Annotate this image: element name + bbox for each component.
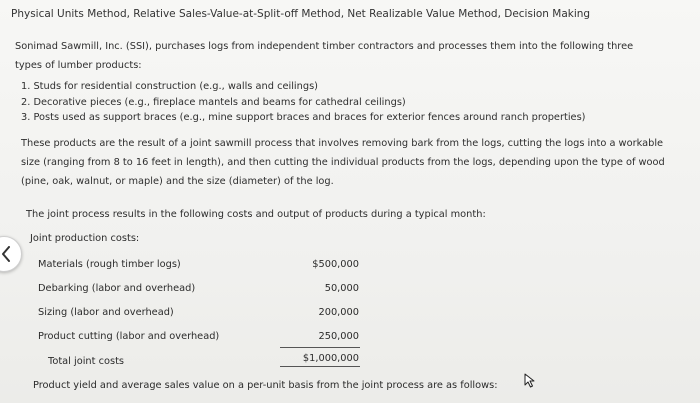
cost-row-amount: $500,000 [312, 259, 359, 270]
footer-text: Product yield and average sales value on a per-unit basis from the joint process are as follows: [33, 380, 498, 391]
subtotal-rule [280, 347, 360, 348]
product-list [21, 79, 586, 126]
monthly-output-text: The joint process results in the following costs and output of products during a typical month: [26, 209, 486, 220]
page-title: Physical Units Method, Relative Sales-Value-at-Split-off Method, Net Realizable Value Method, Decision Making [11, 8, 591, 20]
description-line: These products are the result of a joint sawmill process that involves removing bark from the logs, cutting the logs into a workable [21, 138, 664, 149]
cost-row-label: Debarking (labor and overhead) [38, 283, 196, 294]
total-amount: $1,000,000 [302, 353, 359, 364]
joint-costs-heading: Joint production costs: [30, 233, 140, 244]
intro-paragraph [15, 37, 633, 75]
list-item: 1. Studs for residential construction (e.g., walls and ceilings) [21, 81, 318, 92]
list-item: 2. Decorative pieces (e.g., fireplace mantels and beams for cathedral ceilings) [21, 96, 406, 108]
mouse-cursor-icon [524, 373, 538, 389]
total-label: Total joint costs [48, 356, 125, 367]
cost-row-amount: 50,000 [324, 283, 359, 294]
description-line: size (ranging from 8 to 16 feet in length), and then cutting the individual products from the logs, depending upon the type of wood [21, 157, 665, 168]
cost-row-label: Product cutting (labor and overhead) [38, 331, 220, 342]
intro-line: types of lumber products: [15, 60, 142, 71]
cost-row-label: Sizing (labor and overhead) [38, 307, 174, 318]
cost-row-label: Materials (rough timber logs) [38, 259, 181, 270]
process-description [21, 134, 665, 191]
total-rule [280, 366, 360, 367]
chevron-left-icon [1, 246, 11, 262]
list-item: 3. Posts used as support braces (e.g., mine support braces and braces for exterior fences around ranch properties) [21, 112, 586, 123]
cost-row-amount: 200,000 [318, 307, 359, 318]
description-line: (pine, oak, walnut, or maple) and the size (diameter) of the log. [21, 176, 334, 187]
cost-row-amount: 250,000 [318, 331, 359, 342]
intro-line: Sonimad Sawmill, Inc. (SSI), purchases logs from independent timber contractors and processes them into the following three [15, 41, 634, 52]
back-button[interactable] [0, 236, 22, 272]
